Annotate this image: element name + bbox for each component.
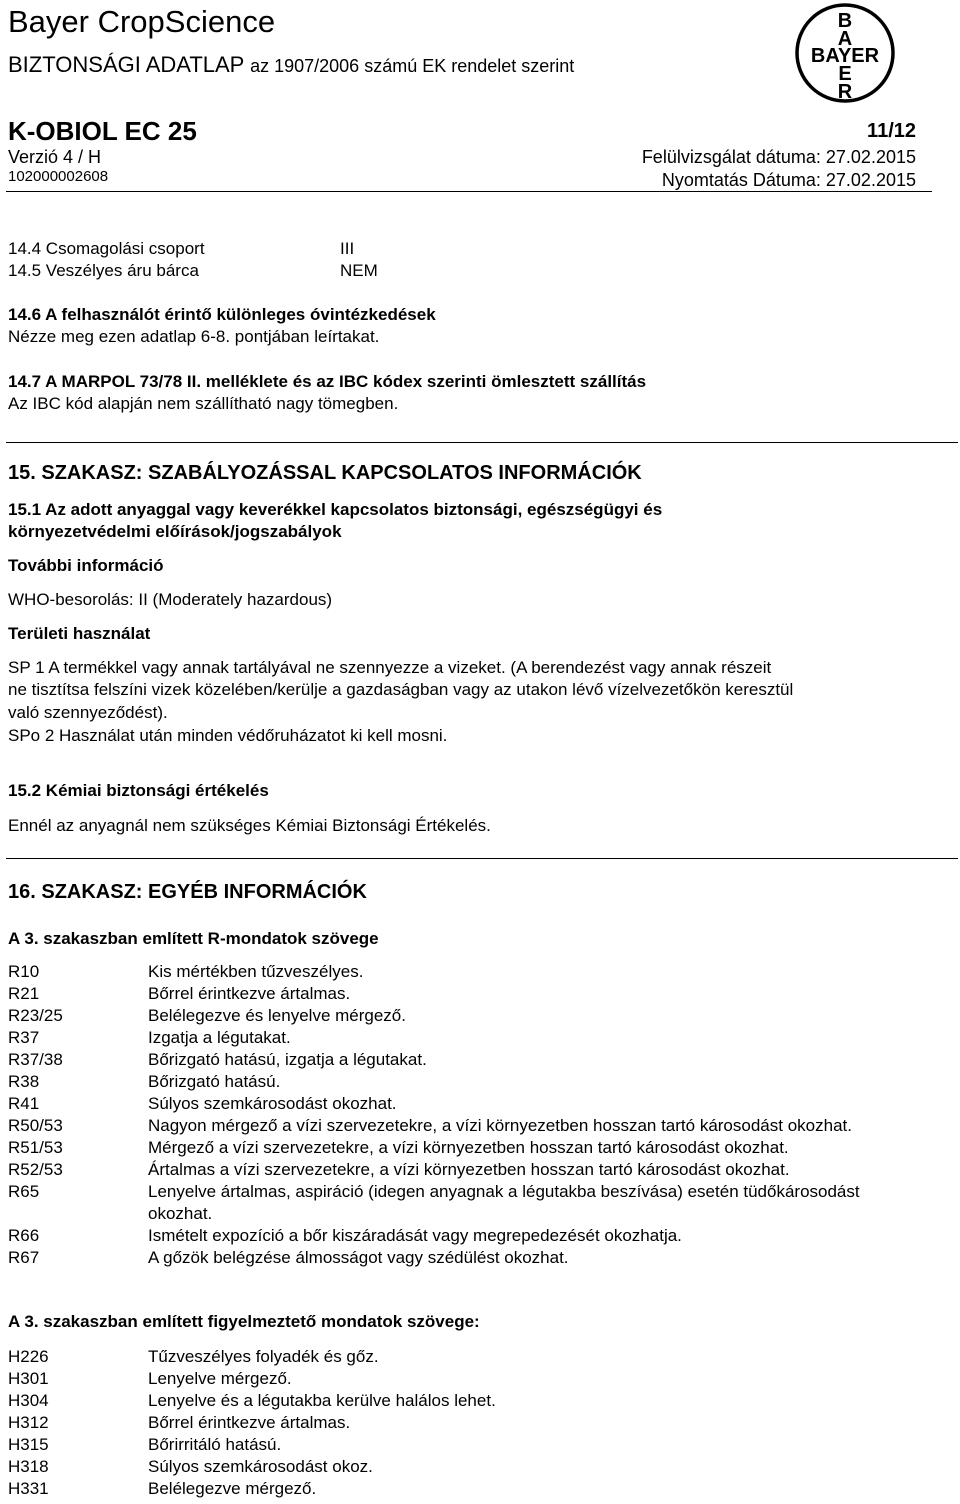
table-row: R67 A gőzök belégzése álmosságot vagy szédülést okozhat. [8, 1248, 569, 1267]
h-phrases-title: A 3. szakaszban említett figyelmeztető mondatok szövege: [8, 1312, 480, 1331]
svg-text:A: A [837, 28, 853, 50]
section-14-7-heading: 14.7 A MARPOL 73/78 II. melléklete és az IBC kódex szerinti ömlesztett szállítás [8, 372, 647, 391]
table-row: R65 Lenyelve ártalmas, aspiráció (idegen anyagnak a légutakba beszívása) esetén tüdőkárosodást okozhat. [8, 1182, 860, 1223]
section-15-1-heading-line1: 15.1 Az adott anyaggal vagy keverékkel kapcsolatos biztonsági, egészségügyi és [8, 500, 663, 519]
table-row: R37/38 Bőrizgató hatású, izgatja a légutakat. [8, 1050, 427, 1069]
table-row: H312 Bőrrel érintkezve ártalmas. [8, 1413, 351, 1432]
section-14-6-heading: 14.6 A felhasználót érintő különleges óvintézkedések [8, 305, 436, 324]
table-row: R21 Bőrrel érintkezve ártalmas. [8, 984, 351, 1003]
product-name: K-OBIOL EC 25 [8, 116, 197, 146]
section-16-heading: 16. SZAKASZ: EGYÉB INFORMÁCIÓK [8, 881, 367, 903]
table-row: H331 Belélegezve mérgező. [8, 1479, 317, 1498]
section-15-heading: 15. SZAKASZ: SZABÁLYOZÁSSAL KAPCSOLATOS INFORMÁCIÓK [8, 462, 642, 484]
table-row: R10 Kis mértékben tűzveszélyes. [8, 962, 364, 981]
section-15-divider [6, 442, 958, 443]
table-row: R66 Ismételt expozíció a bőr kiszáradását vagy megrepedezését okozhatja. [8, 1226, 682, 1245]
document-code: 102000002608 [8, 168, 109, 185]
table-row: R50/53 Nagyon mérgező a vízi szervezetekre, a vízi környezetben hosszan tartó károsodást okozhat. [8, 1116, 852, 1135]
company-name: Bayer CropScience [8, 4, 276, 39]
table-row: R51/53 Mérgező a vízi szervezetekre, a vízi környezetben hosszan tartó károsodást okozhat. [8, 1138, 789, 1157]
regulation-reference: az 1907/2006 számú EK rendelet szerint [250, 56, 575, 76]
table-row: H304 Lenyelve és a légutakba kerülve halálos lehet. [8, 1391, 496, 1410]
svg-text:E: E [838, 63, 852, 85]
packing-group-label: 14.4 Csomagolási csoport [8, 239, 205, 258]
print-date: Nyomtatás Dátuma: 27.02.2015 [661, 170, 916, 190]
svg-text:R: R [837, 81, 853, 103]
section-15-2-text: Ennél az anyagnál nem szükséges Kémiai Biztonsági Értékelés. [8, 816, 491, 835]
page-number: 11/12 [867, 120, 916, 142]
header-divider [6, 191, 932, 192]
svg-text:B: B [837, 10, 853, 32]
table-row: H315 Bőrirritáló hatású. [8, 1435, 282, 1454]
r-phrases-title: A 3. szakaszban említett R-mondatok szövege [8, 929, 379, 948]
sp1-line1: SP 1 A termékkel vagy annak tartályával ne szennyezze a vizeket. (A berendezést vagy annak részeit [8, 658, 772, 677]
table-row: R23/25 Belélegezve és lenyelve mérgező. [8, 1006, 406, 1025]
version-label: Verzió 4 / H [8, 147, 102, 167]
table-row: R38 Bőrizgató hatású. [8, 1072, 281, 1091]
hazard-label-label: 14.5 Veszélyes áru bárca [8, 261, 199, 280]
packing-group-value: III [340, 239, 355, 258]
table-row: R41 Súlyos szemkárosodást okozhat. [8, 1094, 397, 1113]
sp1-line3: való szennyeződést). [8, 703, 168, 722]
hazard-label-value: NEM [340, 261, 378, 280]
section-14-6-text: Nézze meg ezen adatlap 6-8. pontjában leírtakat. [8, 327, 380, 346]
section-16-divider [6, 858, 958, 859]
document-title [8, 52, 574, 78]
further-info-heading: További információ [8, 556, 164, 575]
section-14-7-text: Az IBC kód alapján nem szállítható nagy tömegben. [8, 394, 399, 413]
table-row: R52/53 Ártalmas a vízi szervezetekre, a vízi környezetben hosszan tartó károsodást okozhat. [8, 1160, 790, 1179]
table-row: H301 Lenyelve mérgező. [8, 1369, 292, 1388]
svg-text:BAYER: BAYER [810, 45, 880, 67]
spo2-text: SPo 2 Használat után minden védőruházatot ki kell mosni. [8, 726, 448, 745]
sp1-line2: ne tisztítsa felszíni vizek közelében/kerülje a gazdaságban vagy az utakon lévő vízelvezetőkön keresztül [8, 680, 794, 699]
bayer-cross-logo [794, 2, 896, 104]
territorial-use-heading: Területi használat [8, 624, 151, 643]
section-15-1-heading-line2: környezetvédelmi előírások/jogszabályok [8, 522, 342, 541]
h-phrases-table [8, 1346, 908, 1500]
section-15-2-heading: 15.2 Kémiai biztonsági értékelés [8, 781, 269, 800]
who-classification: WHO-besorolás: II (Moderately hazardous) [8, 590, 333, 609]
table-row: R37 Izgatja a légutakat. [8, 1028, 291, 1047]
table-row: H226 Tűzveszélyes folyadék és gőz. [8, 1347, 379, 1366]
table-row: H318 Súlyos szemkárosodást okoz. [8, 1457, 373, 1476]
r-phrases-table [8, 961, 908, 1269]
document-type: BIZTONSÁGI ADATLAP [8, 52, 244, 77]
review-date: Felülvizsgálat dátuma: 27.02.2015 [641, 147, 916, 167]
